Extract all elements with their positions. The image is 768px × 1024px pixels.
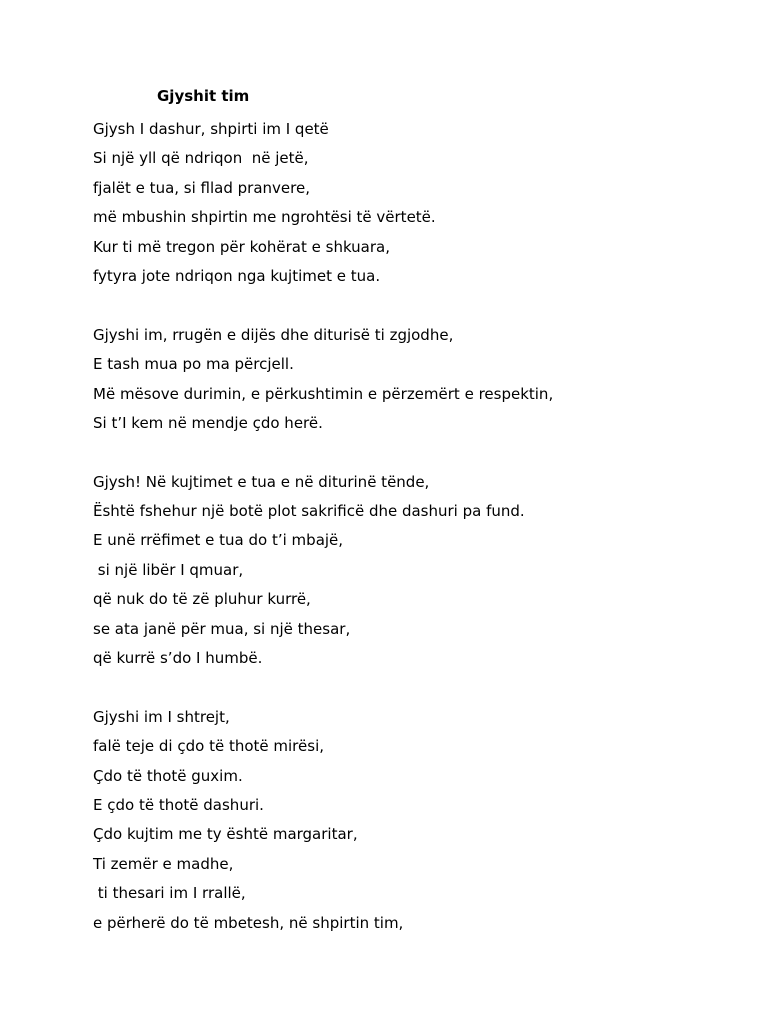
poem-title: Gjyshit tim xyxy=(157,87,250,105)
poem-line: fjalët e tua, si fllad pranvere, xyxy=(93,178,310,197)
poem-line: E tash mua po ma përcjell. xyxy=(93,355,294,374)
poem-line: Si një yll që ndriqon në jetë, xyxy=(93,149,309,168)
stanza-2 xyxy=(93,321,733,439)
stanza-4 xyxy=(93,703,733,938)
stanza-3 xyxy=(93,468,733,674)
poem-line: Çdo të thotë guxim. xyxy=(93,766,243,785)
poem-line: Më mësove durimin, e përkushtimin e përzemërt e respektin, xyxy=(93,384,554,403)
stanza-break xyxy=(93,291,733,320)
poem-line: si një libër I qmuar, xyxy=(93,560,244,579)
poem-line: falë teje di çdo të thotë mirësi, xyxy=(93,737,324,756)
poem-line: E unë rrëfimet e tua do t’i mbajë, xyxy=(93,531,344,550)
poem-line: Ti zemër e madhe, xyxy=(93,854,234,873)
poem-line: e përherë do të mbetesh, në shpirtin tim, xyxy=(93,913,404,932)
poem-line: Gjyshi im I shtrejt, xyxy=(93,707,230,726)
poem-line: Është fshehur një botë plot sakrificë dhe dashuri pa fund. xyxy=(93,502,525,521)
poem-line: ti thesari im I rrallë, xyxy=(93,884,246,903)
poem-line: Çdo kujtim me ty është margaritar, xyxy=(93,825,358,844)
poem-line: që kurrë s’do I humbë. xyxy=(93,649,263,668)
poem-line: më mbushin shpirtin me ngrohtësi të vërtetë. xyxy=(93,208,436,227)
poem-line: se ata janë për mua, si një thesar, xyxy=(93,619,351,638)
stanza-break xyxy=(93,673,733,702)
poem-line: fytyra jote ndriqon nga kujtimet e tua. xyxy=(93,266,381,285)
poem-line: që nuk do të zë pluhur kurrë, xyxy=(93,590,311,609)
poem-line: Si t’I kem në mendje çdo herë. xyxy=(93,413,323,432)
poem-line: Gjysh I dashur, shpirti im I qetë xyxy=(93,120,329,138)
poem-line: Kur ti më tregon për kohërat e shkuara, xyxy=(93,237,391,256)
poem-line: Gjyshi im, rrugën e dijës dhe diturisë ti zgjodhe, xyxy=(93,325,454,344)
stanza-break xyxy=(93,438,733,467)
poem-line: E çdo të thotë dashuri. xyxy=(93,795,264,814)
stanza-1 xyxy=(93,115,733,291)
poem-line: Gjysh! Në kujtimet e tua e në diturinë tënde, xyxy=(93,472,430,491)
poem-body xyxy=(93,115,733,938)
